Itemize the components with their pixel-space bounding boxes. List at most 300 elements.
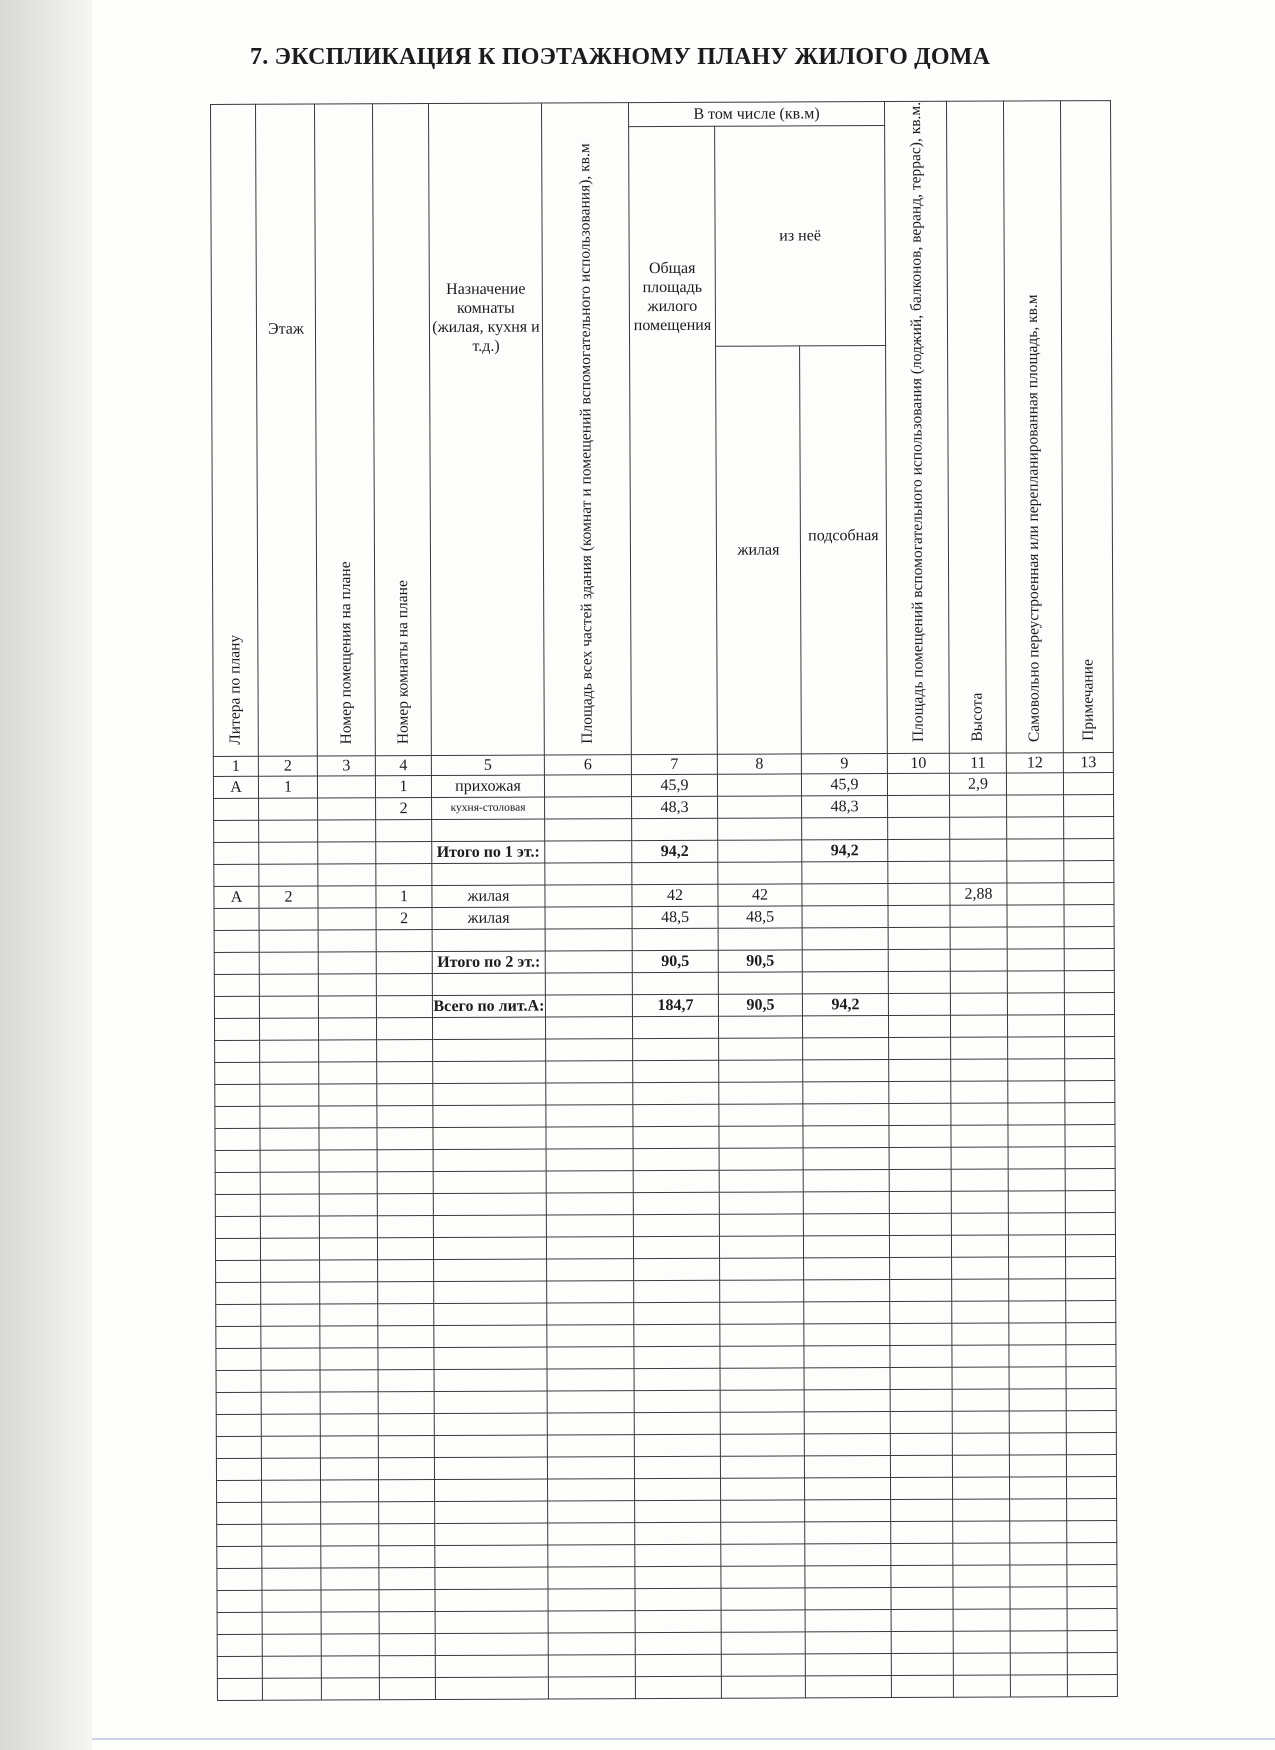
- empty-cell: [433, 1061, 546, 1083]
- empty-cell: [435, 1501, 548, 1523]
- empty-cell: [546, 1061, 633, 1083]
- cell-unauthorized: [1006, 773, 1063, 795]
- empty-cell: [634, 1390, 720, 1412]
- empty-cell: [721, 1566, 805, 1588]
- column-number-cell: 1: [213, 756, 258, 776]
- empty-cell: [261, 1370, 320, 1392]
- cell-living-area: [718, 840, 802, 862]
- empty-cell: [953, 1565, 1010, 1587]
- empty-cell: [1065, 1103, 1115, 1125]
- empty-cell: [216, 1414, 261, 1436]
- empty-cell: [891, 1653, 953, 1675]
- cell-living-area: 90,5: [718, 994, 802, 1016]
- empty-cell: [217, 1502, 262, 1524]
- cell-utility-area: [802, 950, 888, 972]
- empty-cell: [435, 1655, 548, 1677]
- empty-cell: [548, 1655, 635, 1677]
- empty-cell: [1009, 1345, 1066, 1367]
- empty-cell: [321, 1678, 379, 1700]
- empty-cell: [320, 1326, 378, 1348]
- empty-cell: [548, 1479, 635, 1501]
- empty-cell: [720, 1324, 804, 1346]
- cell-premise: [318, 798, 376, 820]
- cell-utility-area: 45,9: [801, 774, 887, 796]
- empty-cell: [433, 1127, 546, 1149]
- cell-premise: [318, 842, 376, 864]
- empty-cell: [217, 1480, 262, 1502]
- cell-note: [1064, 971, 1114, 993]
- cell-utility-area: [802, 906, 888, 928]
- empty-cell: [434, 1303, 547, 1325]
- empty-cell: [1010, 1653, 1067, 1675]
- empty-cell: [435, 1523, 548, 1545]
- empty-cell: [260, 1040, 319, 1062]
- empty-cell: [719, 1236, 803, 1258]
- empty-cell: [434, 1391, 547, 1413]
- cell-litera: [214, 974, 259, 996]
- empty-cell: [378, 1348, 434, 1370]
- empty-cell: [377, 1084, 433, 1106]
- empty-cell: [320, 1392, 378, 1414]
- cell-unauthorized: [1007, 861, 1064, 883]
- empty-cell: [804, 1258, 890, 1280]
- empty-cell: [260, 1216, 319, 1238]
- empty-cell: [434, 1281, 547, 1303]
- empty-cell: [635, 1544, 721, 1566]
- empty-cell: [377, 1128, 433, 1150]
- empty-cell: [321, 1634, 379, 1656]
- empty-cell: [1008, 1147, 1065, 1169]
- cell-purpose: [432, 973, 545, 995]
- cell-room: 2: [376, 908, 432, 930]
- empty-cell: [434, 1435, 547, 1457]
- empty-cell: [805, 1610, 891, 1632]
- header-note: Примечание: [1060, 101, 1113, 753]
- empty-cell: [377, 1106, 433, 1128]
- empty-cell: [379, 1480, 435, 1502]
- cell-height: 2,88: [950, 883, 1007, 905]
- empty-cell: [633, 1060, 719, 1082]
- cell-unauthorized: [1007, 949, 1064, 971]
- empty-cell: [1065, 1081, 1115, 1103]
- empty-cell: [379, 1502, 435, 1524]
- cell-utility-area: [802, 862, 888, 884]
- empty-cell: [890, 1411, 952, 1433]
- empty-row: [217, 1675, 1117, 1701]
- empty-cell: [320, 1304, 378, 1326]
- cell-total-area: [545, 885, 632, 907]
- empty-cell: [262, 1546, 321, 1568]
- empty-cell: [433, 1149, 546, 1171]
- cell-aux-area: [888, 905, 950, 927]
- empty-cell: [719, 1148, 803, 1170]
- cell-litera: [214, 820, 259, 842]
- empty-cell: [634, 1368, 720, 1390]
- empty-cell: [889, 1191, 951, 1213]
- cell-total-area: [545, 973, 632, 995]
- cell-aux-area: [888, 927, 950, 949]
- empty-cell: [320, 1348, 378, 1370]
- cell-floor: [259, 820, 318, 842]
- empty-cell: [377, 1062, 433, 1084]
- empty-cell: [803, 1104, 889, 1126]
- empty-cell: [379, 1634, 435, 1656]
- empty-cell: [433, 1237, 546, 1259]
- cell-premise: [318, 820, 376, 842]
- cell-general-area: 90,5: [632, 950, 718, 972]
- empty-cell: [261, 1458, 320, 1480]
- empty-cell: [262, 1590, 321, 1612]
- empty-cell: [804, 1434, 890, 1456]
- empty-cell: [435, 1545, 548, 1567]
- empty-cell: [217, 1656, 262, 1678]
- empty-cell: [378, 1414, 434, 1436]
- cell-aux-area: [888, 971, 950, 993]
- empty-cell: [635, 1632, 721, 1654]
- empty-cell: [952, 1279, 1009, 1301]
- empty-cell: [547, 1457, 634, 1479]
- cell-total-area: [545, 819, 632, 841]
- empty-cell: [634, 1412, 720, 1434]
- header-premise-number: Номер помещения на плане: [315, 104, 376, 756]
- empty-cell: [320, 1458, 378, 1480]
- empty-cell: [216, 1458, 261, 1480]
- empty-cell: [1065, 1235, 1115, 1257]
- empty-cell: [262, 1480, 321, 1502]
- empty-cell: [633, 1126, 719, 1148]
- empty-cell: [1008, 1169, 1065, 1191]
- empty-cell: [803, 1082, 889, 1104]
- empty-cell: [321, 1480, 379, 1502]
- empty-cell: [718, 1016, 802, 1038]
- empty-cell: [434, 1259, 547, 1281]
- empty-cell: [804, 1302, 890, 1324]
- empty-cell: [891, 1609, 953, 1631]
- cell-litera: [214, 908, 259, 930]
- cell-unauthorized: [1007, 817, 1064, 839]
- column-number-cell: 13: [1063, 753, 1113, 773]
- empty-cell: [434, 1369, 547, 1391]
- cell-premise: [318, 996, 376, 1018]
- empty-cell: [804, 1280, 890, 1302]
- empty-cell: [891, 1587, 953, 1609]
- cell-purpose: [432, 863, 545, 885]
- cell-note: [1064, 817, 1114, 839]
- empty-cell: [1065, 1169, 1115, 1191]
- empty-cell: [1066, 1279, 1116, 1301]
- empty-cell: [216, 1436, 261, 1458]
- empty-cell: [215, 1106, 260, 1128]
- cell-floor: 1: [258, 776, 317, 798]
- empty-cell: [634, 1280, 720, 1302]
- empty-cell: [804, 1346, 890, 1368]
- cell-total-area: [545, 863, 632, 885]
- empty-cell: [803, 1214, 889, 1236]
- empty-cell: [805, 1478, 891, 1500]
- empty-cell: [217, 1678, 262, 1700]
- empty-cell: [261, 1282, 320, 1304]
- cell-general-area: [632, 818, 718, 840]
- empty-cell: [261, 1414, 320, 1436]
- cell-room: [376, 974, 432, 996]
- empty-cell: [319, 1128, 377, 1150]
- cell-aux-area: [888, 795, 950, 817]
- cell-total-area: [545, 951, 632, 973]
- explication-table: [210, 100, 1118, 1701]
- empty-cell: [1066, 1323, 1116, 1345]
- cell-litera: [214, 798, 259, 820]
- empty-cell: [319, 1062, 377, 1084]
- empty-cell: [434, 1325, 547, 1347]
- cell-note: [1063, 773, 1113, 795]
- empty-cell: [890, 1301, 952, 1323]
- cell-general-area: [632, 972, 718, 994]
- cell-utility-area: 48,3: [802, 796, 888, 818]
- cell-room: [376, 820, 432, 842]
- cell-floor: 2: [259, 886, 318, 908]
- empty-cell: [261, 1326, 320, 1348]
- cell-floor: [259, 974, 318, 996]
- empty-cell: [951, 1235, 1008, 1257]
- empty-cell: [802, 1016, 888, 1038]
- cell-purpose: прихожая: [431, 775, 544, 797]
- cell-aux-area: [888, 817, 950, 839]
- empty-cell: [1008, 1081, 1065, 1103]
- cell-room: [376, 952, 432, 974]
- cell-height: [950, 817, 1007, 839]
- empty-cell: [633, 1214, 719, 1236]
- header-subgroup-of-which: из неё: [715, 126, 886, 347]
- empty-cell: [632, 1016, 718, 1038]
- cell-note: [1064, 949, 1114, 971]
- column-number-cell: 3: [317, 756, 375, 776]
- cell-premise: [318, 952, 376, 974]
- empty-cell: [634, 1324, 720, 1346]
- cell-utility-area: [802, 972, 888, 994]
- empty-cell: [805, 1544, 891, 1566]
- cell-floor: [259, 798, 318, 820]
- header-height: Высота: [946, 101, 1006, 753]
- empty-cell: [890, 1389, 952, 1411]
- empty-cell: [376, 1018, 432, 1040]
- empty-cell: [379, 1568, 435, 1590]
- empty-cell: [1065, 1059, 1115, 1081]
- empty-cell: [719, 1192, 803, 1214]
- cell-floor: [259, 864, 318, 886]
- empty-cell: [433, 1039, 546, 1061]
- empty-cell: [1010, 1499, 1067, 1521]
- cell-note: [1064, 795, 1114, 817]
- cell-litera: [214, 842, 259, 864]
- empty-cell: [635, 1522, 721, 1544]
- empty-cell: [635, 1478, 721, 1500]
- empty-cell: [547, 1281, 634, 1303]
- empty-cell: [635, 1500, 721, 1522]
- empty-cell: [262, 1612, 321, 1634]
- empty-cell: [435, 1589, 548, 1611]
- empty-cell: [890, 1367, 952, 1389]
- empty-cell: [803, 1148, 889, 1170]
- header-total-area: Площадь всех частей здания (комнат и помещений вспомогательного использования), кв.м: [541, 103, 631, 756]
- header-living: жилая: [716, 346, 802, 754]
- cell-general-area: 184,7: [632, 994, 718, 1016]
- cell-note: [1064, 861, 1114, 883]
- empty-cell: [804, 1324, 890, 1346]
- cell-unauthorized: [1007, 927, 1064, 949]
- empty-cell: [633, 1104, 719, 1126]
- empty-cell: [951, 1059, 1008, 1081]
- empty-cell: [216, 1304, 261, 1326]
- cell-unauthorized: [1007, 883, 1064, 905]
- empty-cell: [215, 1084, 260, 1106]
- empty-cell: [952, 1389, 1009, 1411]
- empty-cell: [889, 1213, 951, 1235]
- empty-cell: [548, 1567, 635, 1589]
- empty-cell: [379, 1590, 435, 1612]
- cell-aux-area: [888, 949, 950, 971]
- empty-cell: [1009, 1411, 1066, 1433]
- empty-cell: [1065, 1125, 1115, 1147]
- empty-cell: [1009, 1477, 1066, 1499]
- empty-cell: [215, 1194, 260, 1216]
- empty-cell: [721, 1544, 805, 1566]
- empty-cell: [215, 1062, 260, 1084]
- empty-cell: [889, 1037, 951, 1059]
- empty-cell: [545, 1017, 632, 1039]
- empty-cell: [803, 1192, 889, 1214]
- empty-cell: [635, 1676, 721, 1698]
- empty-cell: [951, 1169, 1008, 1191]
- cell-living-area: [718, 796, 802, 818]
- cell-living-area: 90,5: [718, 950, 802, 972]
- empty-cell: [1064, 1015, 1114, 1037]
- empty-cell: [319, 1040, 377, 1062]
- empty-cell: [433, 1193, 546, 1215]
- empty-cell: [720, 1412, 804, 1434]
- empty-cell: [377, 1238, 433, 1260]
- empty-cell: [1010, 1587, 1067, 1609]
- empty-cell: [318, 1018, 376, 1040]
- empty-cell: [721, 1522, 805, 1544]
- empty-cell: [320, 1370, 378, 1392]
- empty-cell: [804, 1412, 890, 1434]
- cell-purpose: [432, 929, 545, 951]
- empty-cell: [720, 1434, 804, 1456]
- empty-cell: [434, 1457, 547, 1479]
- empty-cell: [1066, 1257, 1116, 1279]
- cell-floor: [259, 930, 318, 952]
- cell-general-area: 48,5: [632, 906, 718, 928]
- empty-cell: [320, 1260, 378, 1282]
- empty-cell: [951, 1037, 1008, 1059]
- empty-cell: [889, 1169, 951, 1191]
- empty-cell: [262, 1678, 321, 1700]
- cell-room: 1: [376, 886, 432, 908]
- empty-cell: [547, 1325, 634, 1347]
- cell-note: [1064, 927, 1114, 949]
- cell-utility-area: 94,2: [802, 840, 888, 862]
- empty-cell: [889, 1103, 951, 1125]
- empty-cell: [321, 1524, 379, 1546]
- empty-cell: [434, 1413, 547, 1435]
- empty-cell: [546, 1237, 633, 1259]
- cell-room: 2: [376, 798, 432, 820]
- empty-cell: [215, 1040, 260, 1062]
- empty-cell: [951, 1125, 1008, 1147]
- empty-cell: [720, 1280, 804, 1302]
- cell-room: [376, 864, 432, 886]
- cell-premise: [317, 776, 375, 798]
- empty-cell: [1010, 1675, 1067, 1697]
- cell-unauthorized: [1007, 839, 1064, 861]
- empty-cell: [1065, 1037, 1115, 1059]
- scan-margin: [0, 0, 92, 1750]
- empty-cell: [260, 1238, 319, 1260]
- empty-cell: [1067, 1565, 1117, 1587]
- empty-cell: [547, 1435, 634, 1457]
- empty-cell: [378, 1392, 434, 1414]
- empty-cell: [378, 1304, 434, 1326]
- empty-cell: [953, 1653, 1010, 1675]
- cell-note: [1064, 839, 1114, 861]
- empty-cell: [260, 1106, 319, 1128]
- empty-cell: [951, 1147, 1008, 1169]
- header-floor: Этаж: [256, 104, 318, 756]
- empty-cell: [720, 1368, 804, 1390]
- empty-cell: [721, 1588, 805, 1610]
- cell-floor: [259, 952, 318, 974]
- empty-cell: [633, 1192, 719, 1214]
- cell-room: [376, 996, 432, 1018]
- cell-height: [950, 927, 1007, 949]
- cell-living-area: 48,5: [718, 906, 802, 928]
- empty-cell: [951, 1081, 1008, 1103]
- cell-living-area: 42: [718, 884, 802, 906]
- header-unauthorized-area: Самовольно переустроенная или перепланированная площадь, кв.м: [1003, 101, 1063, 753]
- empty-cell: [547, 1369, 634, 1391]
- empty-cell: [261, 1348, 320, 1370]
- empty-cell: [260, 1150, 319, 1172]
- empty-cell: [634, 1346, 720, 1368]
- empty-cell: [890, 1323, 952, 1345]
- cell-living-area: [717, 774, 801, 796]
- cell-general-area: 48,3: [632, 796, 718, 818]
- cell-litera: А: [213, 776, 258, 798]
- header-litera: Литера по плану: [211, 104, 259, 756]
- empty-cell: [805, 1566, 891, 1588]
- cell-living-area: [718, 972, 802, 994]
- empty-cell: [319, 1172, 377, 1194]
- empty-cell: [216, 1282, 261, 1304]
- empty-cell: [548, 1677, 635, 1699]
- empty-cell: [1007, 1015, 1064, 1037]
- empty-cell: [804, 1368, 890, 1390]
- empty-cell: [805, 1588, 891, 1610]
- empty-cell: [721, 1632, 805, 1654]
- empty-cell: [891, 1631, 953, 1653]
- page-title: 7. ЭКСПЛИКАЦИЯ К ПОЭТАЖНОМУ ПЛАНУ ЖИЛОГО ДОМА: [250, 44, 991, 70]
- empty-cell: [262, 1568, 321, 1590]
- empty-cell: [377, 1150, 433, 1172]
- empty-cell: [889, 1147, 951, 1169]
- empty-cell: [377, 1194, 433, 1216]
- cell-total-area: [545, 797, 632, 819]
- empty-cell: [548, 1545, 635, 1567]
- cell-living-area: [718, 862, 802, 884]
- empty-cell: [1008, 1037, 1065, 1059]
- empty-cell: [720, 1302, 804, 1324]
- empty-cell: [952, 1411, 1009, 1433]
